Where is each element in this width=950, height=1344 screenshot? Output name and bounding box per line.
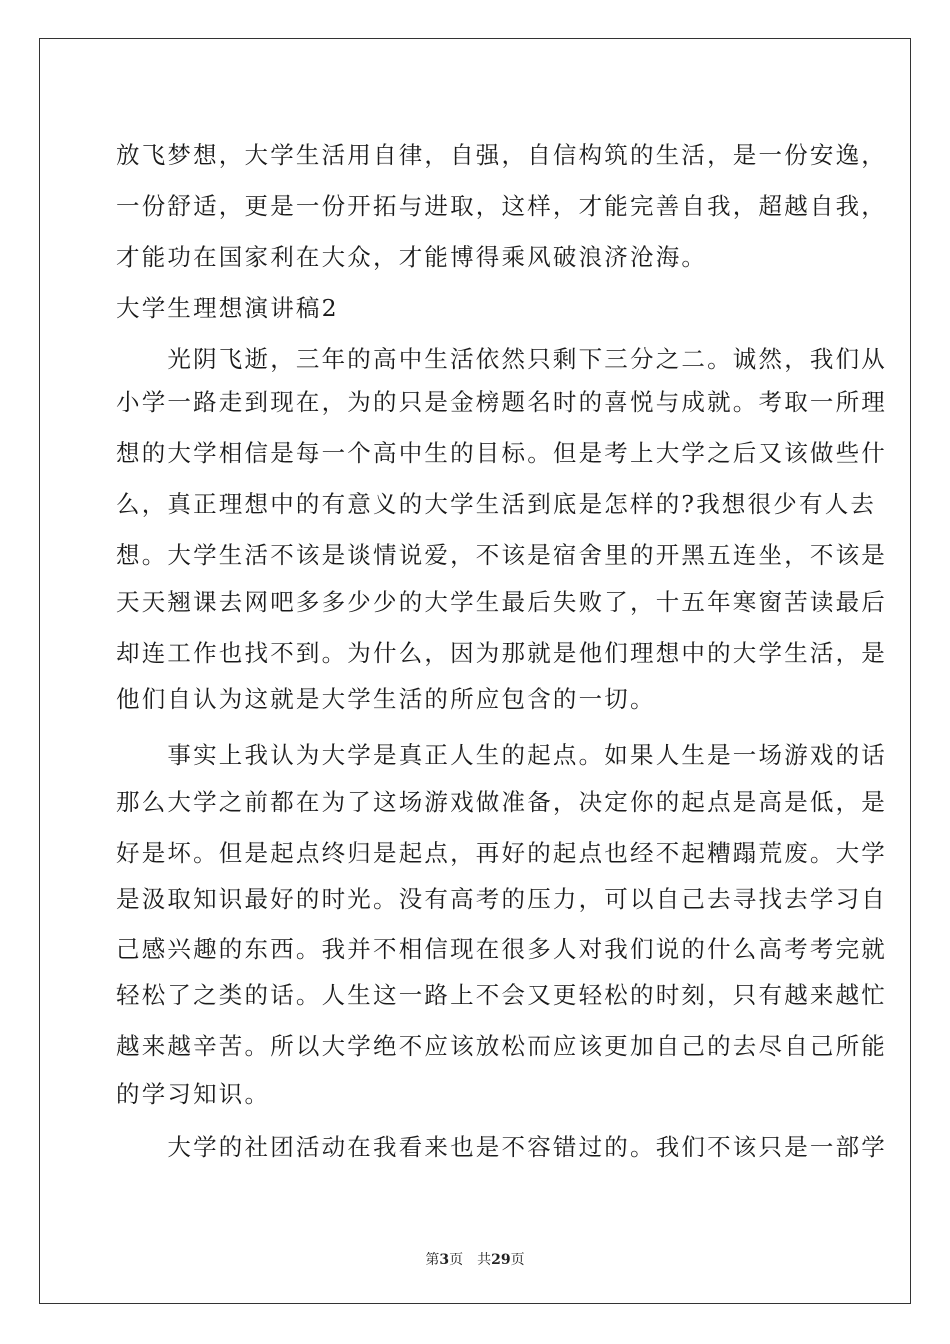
text-line: 他们自认为这就是大学生活的所应包含的一切。 <box>116 685 656 713</box>
text-line: 想。大学生活不该是谈情说爱，不该是宿舍里的开黑五连坐，不该是 <box>116 541 887 569</box>
text-line: 的学习知识。 <box>116 1080 271 1108</box>
text-line: 己感兴趣的东西。我并不相信现在很多人对我们说的什么高考考完就 <box>116 935 887 963</box>
page-border <box>39 38 911 1304</box>
text-line: 越来越辛苦。所以大学绝不应该放松而应该更加自己的去尽自己所能 <box>116 1032 887 1060</box>
text-line: 那么大学之前都在为了这场游戏做准备，决定你的起点是高是低，是 <box>116 788 887 816</box>
text-line: 天天翘课去网吧多多少少的大学生最后失败了，十五年寒窗苦读最后 <box>116 588 887 616</box>
text-line: 好是坏。但是起点终归是起点，再好的起点也经不起糟蹋荒废。大学 <box>116 839 887 867</box>
current-page-number: 3 <box>439 1252 450 1268</box>
text-line: 大学的社团活动在我看来也是不容错过的。我们不该只是一部学 <box>116 1133 887 1161</box>
text-line: 轻松了之类的话。人生这一路上不会又更轻松的时刻，只有越来越忙 <box>116 981 887 1009</box>
text-line: 么，真正理想中的有意义的大学生活到底是怎样的?我想很少有人去 <box>116 490 877 518</box>
text-line: 光阴飞逝，三年的高中生活依然只剩下三分之二。诚然，我们从 <box>116 345 887 373</box>
text-line: 一份舒适，更是一份开拓与进取，这样，才能完善自我，超越自我， <box>116 192 887 220</box>
footer-suffix: 页 <box>510 1252 525 1268</box>
text-line: 是汲取知识最好的时光。没有高考的压力，可以自己去寻找去学习自 <box>116 885 887 913</box>
text-line: 才能功在国家利在大众，才能博得乘风破浪济沧海。 <box>116 243 708 271</box>
text-line: 小学一路走到现在，为的只是金榜题名时的喜悦与成就。考取一所理 <box>116 388 887 416</box>
text-line: 事实上我认为大学是真正人生的起点。如果人生是一场游戏的话 <box>116 741 887 769</box>
footer-prefix: 第 <box>425 1252 440 1268</box>
footer-mid: 页 共 <box>449 1252 492 1268</box>
text-line: 放飞梦想，大学生活用自律，自强，自信构筑的生活，是一份安逸， <box>116 141 887 169</box>
text-line: 想的大学相信是每一个高中生的目标。但是考上大学之后又该做些什 <box>116 439 887 467</box>
section-heading: 大学生理想演讲稿2 <box>116 294 339 322</box>
page-footer <box>0 1249 950 1269</box>
total-pages-number: 29 <box>491 1252 511 1268</box>
text-line: 却连工作也找不到。为什么，因为那就是他们理想中的大学生活，是 <box>116 639 887 667</box>
